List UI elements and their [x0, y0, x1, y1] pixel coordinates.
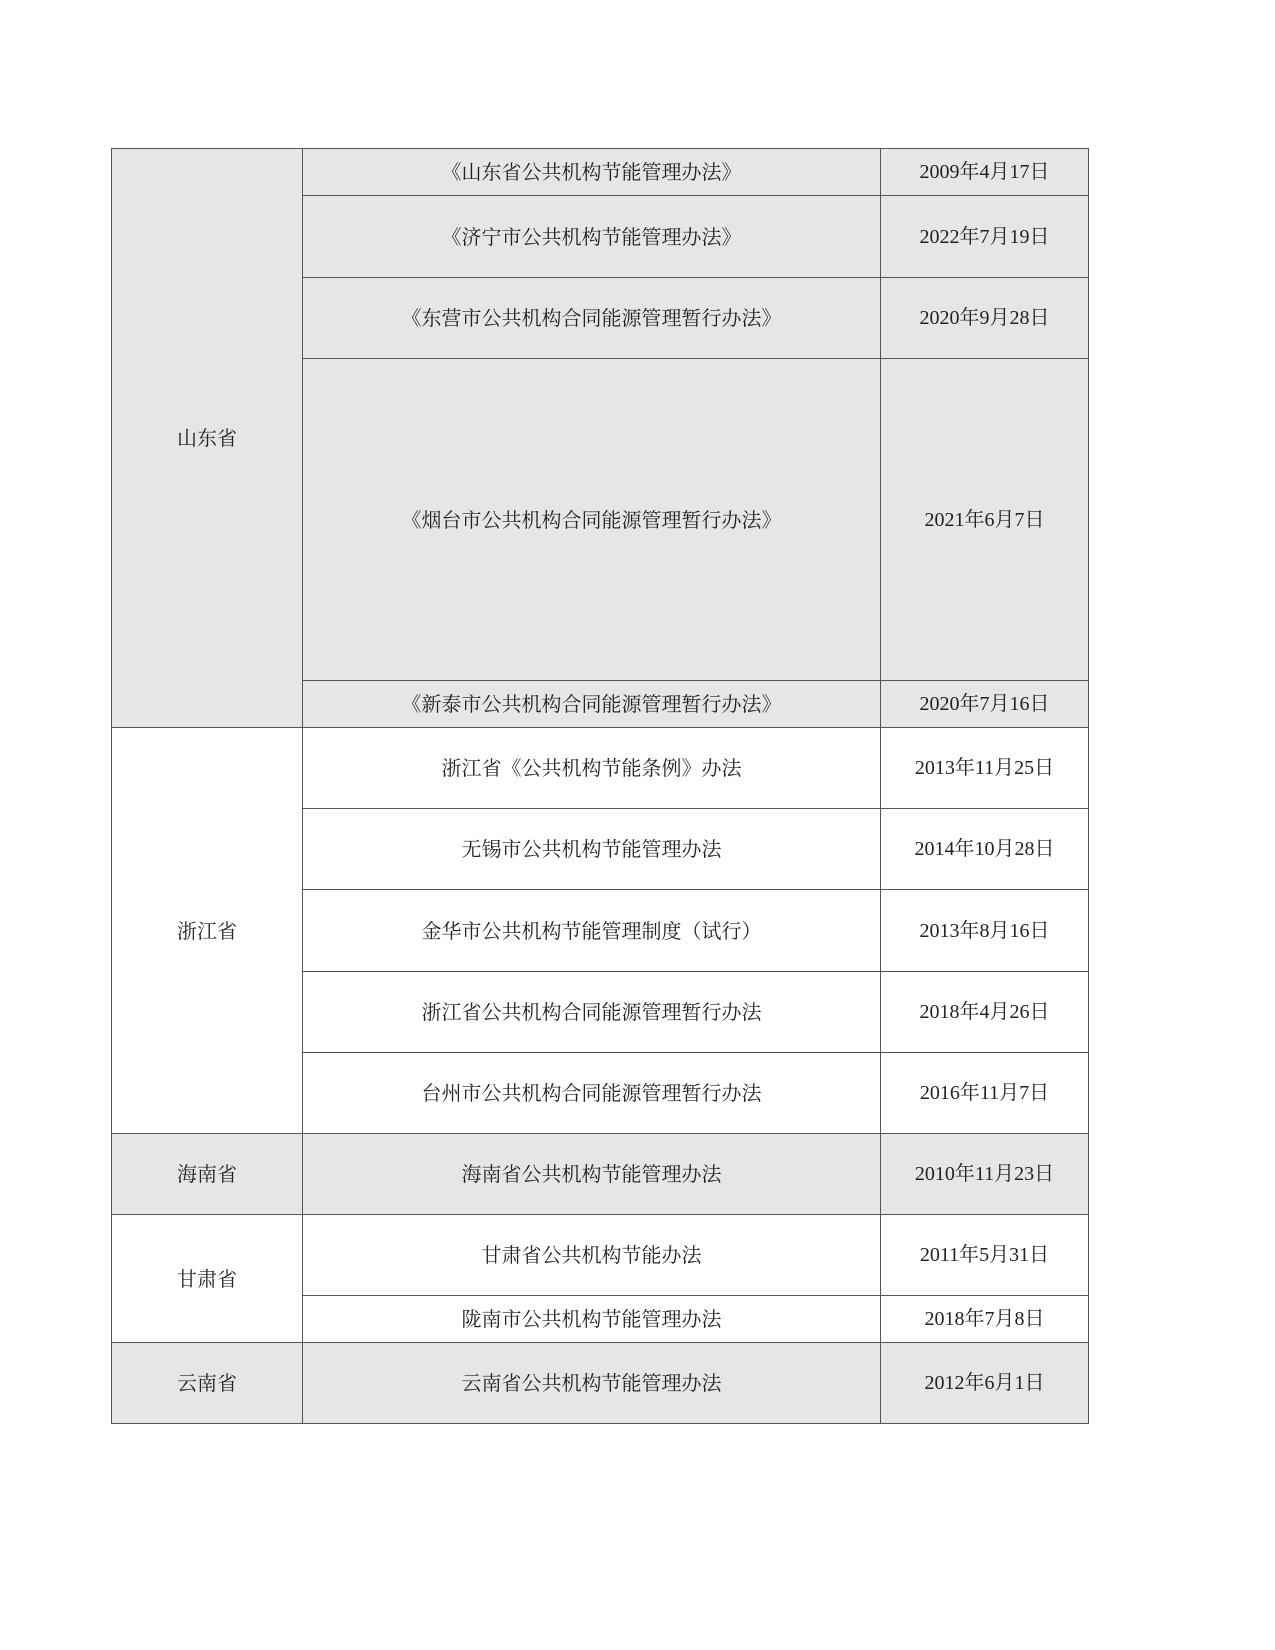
regulation-title-cell: 《新泰市公共机构合同能源管理暂行办法》	[303, 681, 881, 728]
regulation-title-cell: 甘肃省公共机构节能办法	[303, 1215, 881, 1296]
table-row	[112, 728, 1089, 809]
issue-date-cell: 2021年6月7日	[881, 359, 1089, 681]
regulation-title-cell: 云南省公共机构节能管理办法	[303, 1343, 881, 1424]
table-row	[112, 1215, 1089, 1296]
issue-date-cell: 2014年10月28日	[881, 809, 1089, 890]
province-cell: 甘肃省	[112, 1215, 303, 1343]
issue-date-cell: 2022年7月19日	[881, 196, 1089, 278]
issue-date-cell: 2018年7月8日	[881, 1296, 1089, 1343]
issue-date-cell: 2009年4月17日	[881, 149, 1089, 196]
regulations-table-body	[112, 149, 1089, 1424]
issue-date-cell: 2020年9月28日	[881, 278, 1089, 359]
issue-date-cell: 2011年5月31日	[881, 1215, 1089, 1296]
regulations-table	[111, 148, 1089, 1424]
issue-date-cell: 2013年8月16日	[881, 890, 1089, 972]
table-row	[112, 149, 1089, 196]
province-cell: 山东省	[112, 149, 303, 728]
issue-date-cell: 2018年4月26日	[881, 972, 1089, 1053]
table-row	[112, 1134, 1089, 1215]
regulation-title-cell: 台州市公共机构合同能源管理暂行办法	[303, 1053, 881, 1134]
regulation-title-cell: 海南省公共机构节能管理办法	[303, 1134, 881, 1215]
province-cell: 海南省	[112, 1134, 303, 1215]
issue-date-cell: 2013年11月25日	[881, 728, 1089, 809]
regulation-title-cell: 《济宁市公共机构节能管理办法》	[303, 196, 881, 278]
regulation-title-cell: 《山东省公共机构节能管理办法》	[303, 149, 881, 196]
regulation-title-cell: 《东营市公共机构合同能源管理暂行办法》	[303, 278, 881, 359]
regulation-title-cell: 陇南市公共机构节能管理办法	[303, 1296, 881, 1343]
regulation-title-cell: 金华市公共机构节能管理制度（试行）	[303, 890, 881, 972]
issue-date-cell: 2010年11月23日	[881, 1134, 1089, 1215]
regulation-title-cell: 浙江省公共机构合同能源管理暂行办法	[303, 972, 881, 1053]
regulation-title-cell: 无锡市公共机构节能管理办法	[303, 809, 881, 890]
issue-date-cell: 2016年11月7日	[881, 1053, 1089, 1134]
issue-date-cell: 2020年7月16日	[881, 681, 1089, 728]
issue-date-cell: 2012年6月1日	[881, 1343, 1089, 1424]
province-cell: 云南省	[112, 1343, 303, 1424]
regulation-title-cell: 浙江省《公共机构节能条例》办法	[303, 728, 881, 809]
regulation-title-cell: 《烟台市公共机构合同能源管理暂行办法》	[303, 359, 881, 681]
table-row	[112, 1343, 1089, 1424]
province-cell: 浙江省	[112, 728, 303, 1134]
